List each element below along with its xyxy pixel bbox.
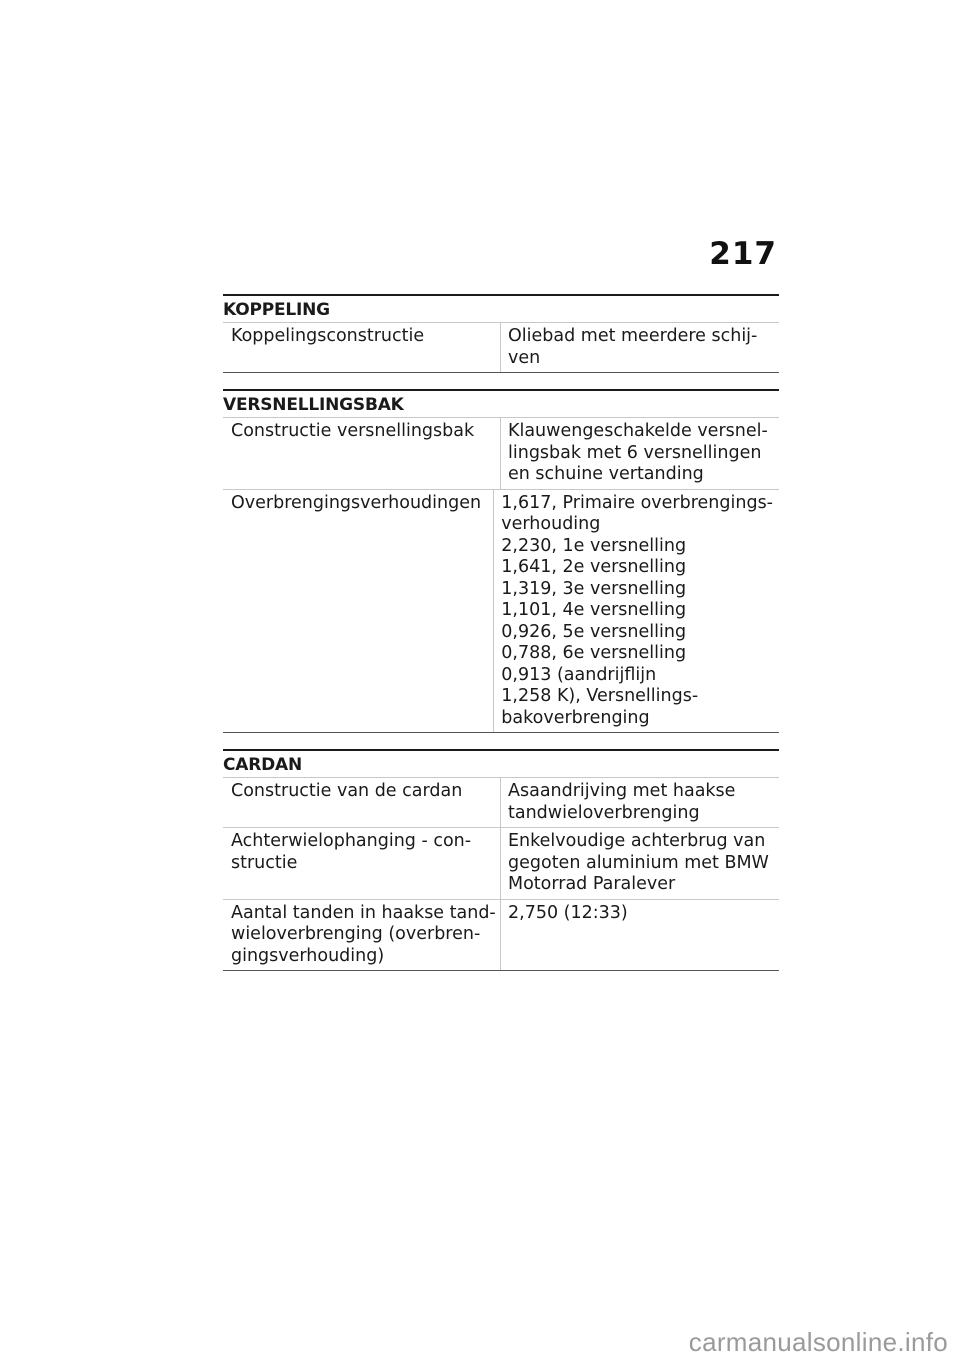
spec-table <box>223 777 779 971</box>
spec-table <box>223 417 779 733</box>
value-line: Motorrad Paralever <box>508 874 676 894</box>
label-line: Achterwielophanging - con- <box>231 831 472 851</box>
spec-label <box>223 418 501 489</box>
value-line: Oliebad met meerdere schij- <box>508 326 758 346</box>
value-line: 1,258 K), Versnellings- <box>501 686 699 706</box>
value-line: Enkelvoudige achterbrug van <box>508 831 766 851</box>
section-title: CARDAN <box>223 749 779 777</box>
value-line: bakoverbrenging <box>501 707 650 728</box>
value-line: 0,788, 6e versnelling <box>501 643 687 663</box>
value-line: Klauwengeschakelde versnel- <box>508 421 768 441</box>
spec-value <box>501 778 779 827</box>
table-row <box>223 899 779 972</box>
value-line: ven <box>508 347 541 368</box>
label-line: Overbrengingsverhoudingen <box>231 492 482 513</box>
section-title: KOPPELING <box>223 294 779 322</box>
section-koppeling <box>223 294 779 373</box>
spec-content <box>223 294 779 987</box>
section-versnellingsbak <box>223 389 779 733</box>
table-row <box>223 322 779 373</box>
value-line: 1,101, 4e versnelling <box>501 600 687 620</box>
table-row <box>223 417 779 489</box>
value-line: 2,230, 1e versnelling <box>501 535 687 556</box>
value-line: verhouding <box>501 514 601 534</box>
page-number: 217 <box>709 236 777 272</box>
section-cardan <box>223 749 779 971</box>
label-line: Constructie van de cardan <box>231 781 463 801</box>
value-line: 0,913 (aandrijflijn <box>501 664 657 685</box>
section-title: VERSNELLINGSBAK <box>223 389 779 417</box>
spec-value <box>494 490 779 733</box>
value-line: 0,926, 5e versnelling <box>501 621 687 642</box>
spec-value <box>501 828 779 899</box>
value-line: gegoten aluminium met BMW <box>508 852 769 873</box>
spec-label <box>223 778 501 827</box>
value-line: en schuine vertanding <box>508 464 704 484</box>
label-line: wieloverbrenging (overbren- <box>231 924 481 944</box>
spec-label <box>223 900 501 971</box>
value-line: 1,319, 3e versnelling <box>501 578 687 599</box>
label-line: Aantal tanden in haakse tand- <box>231 902 496 923</box>
value-line: Asaandrijving met haakse <box>508 781 736 801</box>
label-line: Koppelingsconstructie <box>231 326 425 346</box>
value-line: tandwieloverbrenging <box>508 802 700 823</box>
value-line: lingsbak met 6 versnellingen <box>508 442 762 463</box>
value-line: 1,617, Primaire overbrengings- <box>501 492 773 513</box>
spec-label <box>223 490 494 733</box>
spec-value <box>501 418 779 489</box>
table-row <box>223 827 779 899</box>
table-row <box>223 777 779 827</box>
watermark: carmanualsonline.info <box>688 1327 948 1357</box>
spec-value <box>501 323 779 372</box>
label-line: gingsverhouding) <box>231 945 385 966</box>
table-row <box>223 489 779 734</box>
label-line: structie <box>231 852 298 873</box>
label-line: Constructie versnellingsbak <box>231 421 475 441</box>
spec-label <box>223 828 501 899</box>
spec-value <box>501 900 779 971</box>
value-line: 2,750 (12:33) <box>508 902 628 923</box>
value-line: 1,641, 2e versnelling <box>501 557 687 577</box>
spec-table <box>223 322 779 373</box>
spec-label <box>223 323 501 372</box>
